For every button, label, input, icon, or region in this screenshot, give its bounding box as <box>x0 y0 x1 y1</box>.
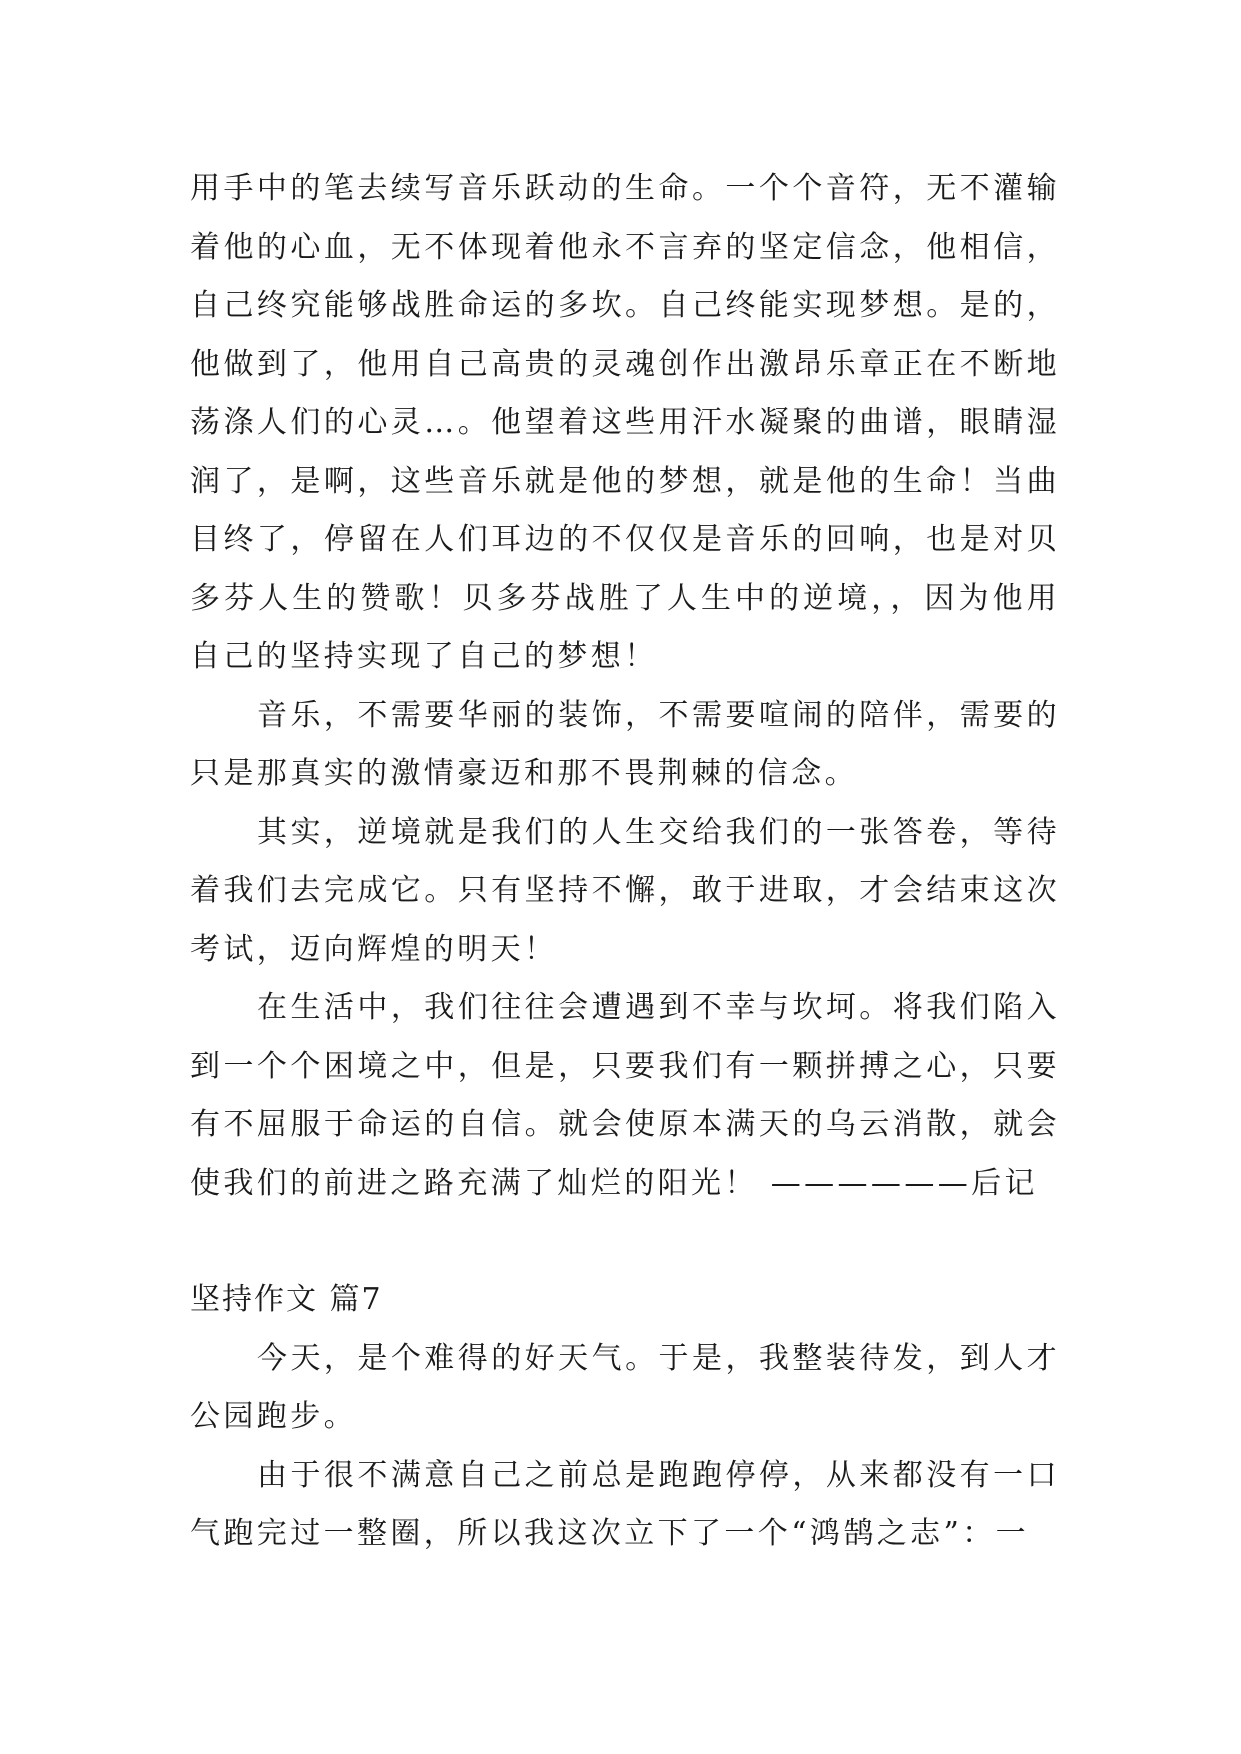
document-body <box>190 160 1060 1564</box>
paragraph-afterword: 在生活中，我们往往会遭遇到不幸与坎坷。将我们陷入到一个个困境之中，但是，只要我们有一颗拼搏之心，只要有不屈服于命运的自信。就会使原本满天的乌云消散，就会使我们的前进之路充满了灿烂的阳光！ ——————后记 <box>190 990 1060 1201</box>
paragraph-running: 由于很不满意自己之前总是跑跑停停，从来都没有一口气跑完过一整圈，所以我这次立下了一个“鸿鹄之志”：一 <box>190 1457 1060 1551</box>
paragraph-adversity: 其实，逆境就是我们的人生交给我们的一张答卷，等待着我们去完成它。只有坚持不懈，敢于进取，才会结束这次考试，迈向辉煌的明天！ <box>190 814 1060 967</box>
paragraph-weather: 今天，是个难得的好天气。于是，我整装待发，到人才公园跑步。 <box>190 1340 1060 1434</box>
paragraph-beethoven-story: 用手中的笔去续写音乐跃动的生命。一个个音符，无不灌输着他的心血，无不体现着他永不言弃的坚定信念，他相信，自己终究能够战胜命运的多坎。自己终能实现梦想。是的，他做到了，他用自己高贵的灵魂创作出激昂乐章正在不断地荡涤人们的心灵…。他望着这些用汗水凝聚的曲谱，眼睛湿润了，是啊，这些音乐就是他的梦想，就是他的生命！当曲目终了，停留在人们耳边的不仅仅是音乐的回响，也是对贝多芬人生的赞歌！贝多芬战胜了人生中的逆境，，因为他用自己的坚持实现了自己的梦想！ <box>190 171 1060 674</box>
section-heading: 坚持作文 篇7 <box>190 1282 383 1317</box>
paragraph-music: 音乐，不需要华丽的装饰，不需要喧闹的陪伴，需要的只是那真实的激情豪迈和那不畏荆棘的信念。 <box>190 697 1060 791</box>
